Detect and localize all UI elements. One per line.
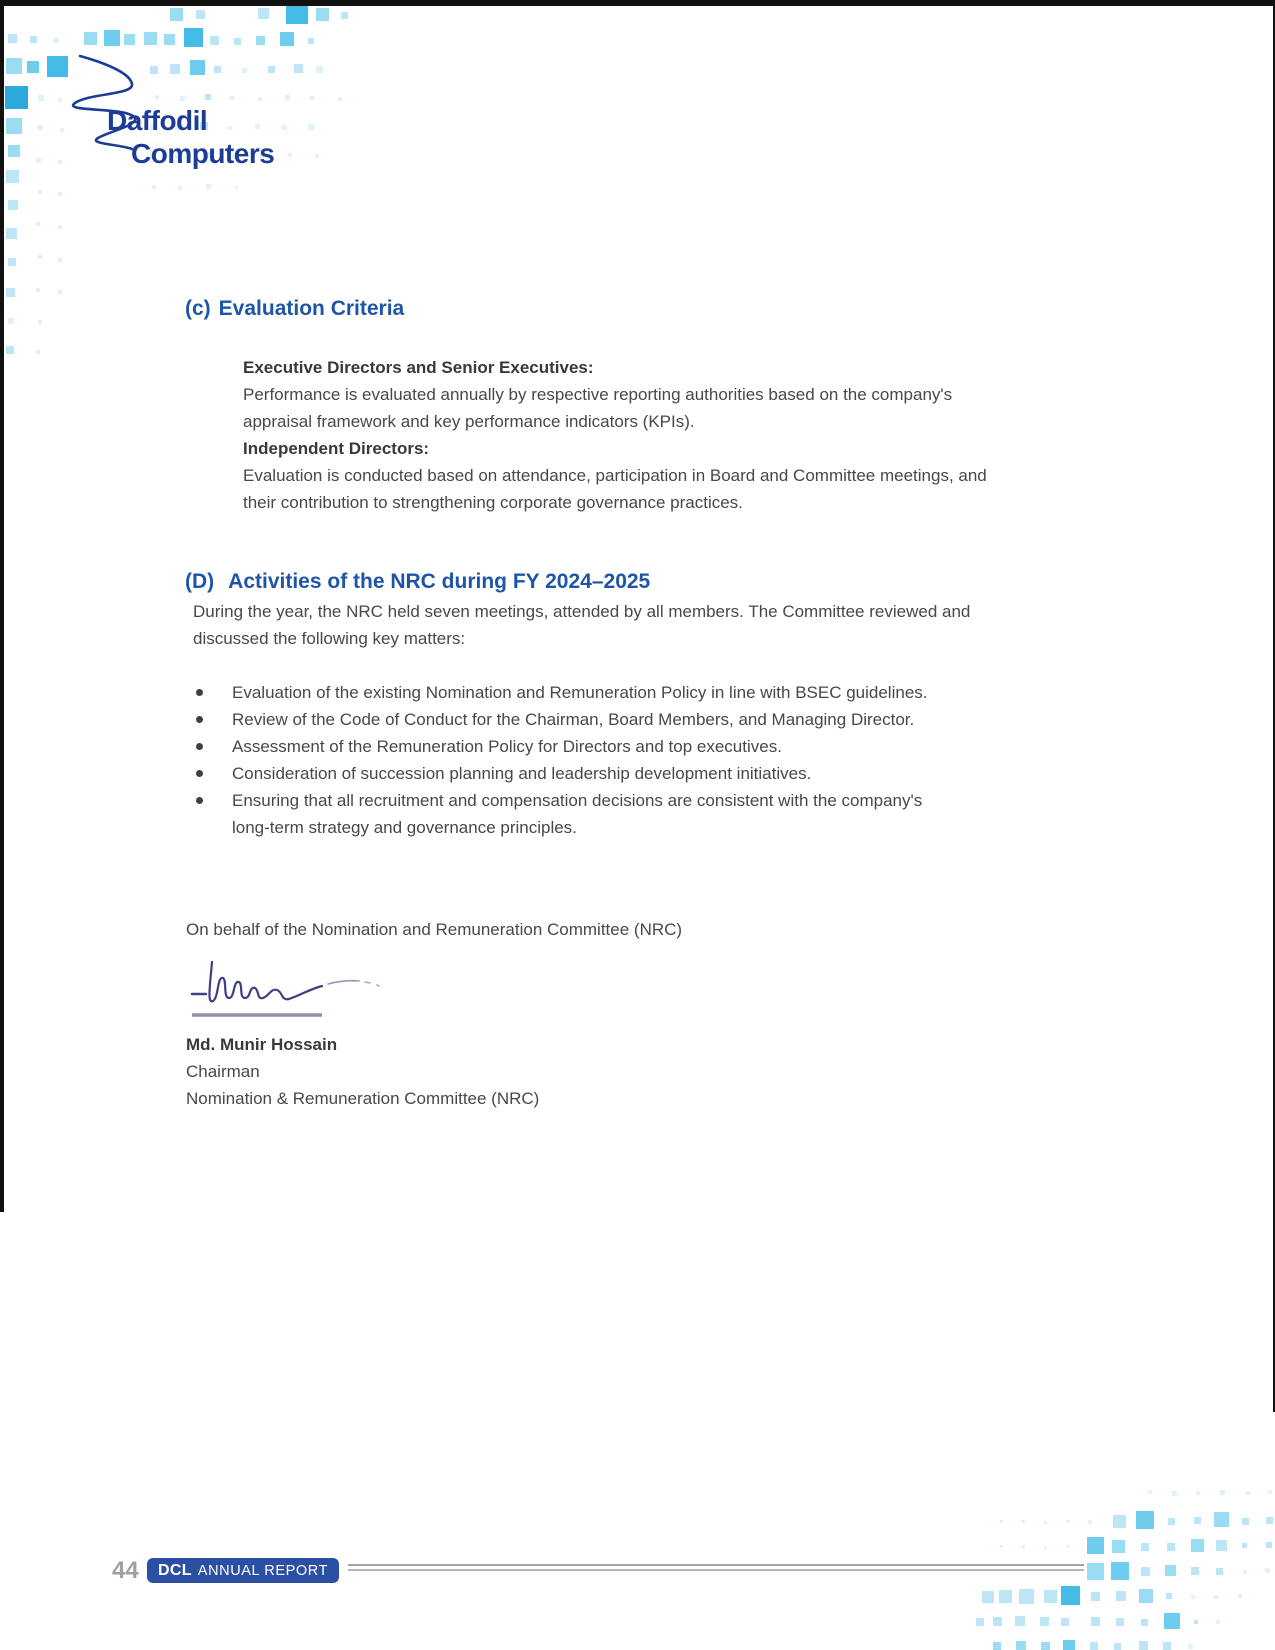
- decor-square: [1194, 1620, 1198, 1624]
- decor-square: [1112, 1540, 1125, 1553]
- decor-square: [1015, 1616, 1025, 1626]
- decor-square: [1216, 1620, 1220, 1624]
- decor-square: [1220, 1490, 1225, 1495]
- footer-brand-badge: [147, 1558, 339, 1583]
- decor-square: [1166, 1593, 1172, 1599]
- decor-square: [1242, 1518, 1249, 1525]
- exec-directors-line-2: appraisal framework and key performance indicators (KPIs).: [243, 412, 695, 431]
- decor-square: [1168, 1518, 1175, 1525]
- decor-square: [1266, 1542, 1272, 1548]
- signatory-block: [186, 1031, 539, 1112]
- logo-text-computers: Computers: [131, 138, 275, 169]
- decor-square: [1172, 1491, 1177, 1496]
- bullet-icon: [196, 716, 203, 723]
- decor-square: [1238, 1594, 1242, 1598]
- decor-square: [1016, 1641, 1026, 1650]
- decor-square: [1022, 1520, 1025, 1523]
- decor-square: [1188, 1644, 1193, 1649]
- decor-square: [1087, 1563, 1104, 1580]
- bullet-5-text-line-2: long-term strategy and governance principles.: [232, 818, 577, 837]
- decor-square: [1167, 1543, 1175, 1551]
- page-edge-top: [0, 0, 1275, 6]
- decor-square: [1061, 1586, 1080, 1605]
- bullet-item: [196, 760, 928, 787]
- decor-square: [1000, 1520, 1003, 1523]
- decor-square: [1019, 1589, 1034, 1604]
- decor-square: [1114, 1643, 1121, 1650]
- decor-square: [1214, 1595, 1218, 1599]
- decor-square: [1061, 1618, 1069, 1626]
- decor-square: [1191, 1567, 1199, 1575]
- bullet-item: [196, 679, 928, 706]
- decor-square: [1139, 1641, 1148, 1650]
- bullet-icon: [196, 797, 203, 804]
- decor-square: [1148, 1490, 1152, 1494]
- decor-square: [999, 1590, 1012, 1603]
- signature-image: [188, 948, 403, 1028]
- exec-directors-line-1: Performance is evaluated annually by respective reporting authorities based on the company's: [243, 385, 953, 404]
- section-c-title: Evaluation Criteria: [218, 297, 405, 320]
- section-d-intro-line-2: discussed the following key matters:: [193, 629, 466, 648]
- decor-square: [1041, 1642, 1050, 1650]
- decor-square: [1139, 1589, 1153, 1603]
- signatory-name: Md. Munir Hossain: [186, 1035, 338, 1054]
- on-behalf-text: On behalf of the Nomination and Remuneration Committee (NRC): [186, 920, 683, 939]
- decor-square: [993, 1642, 1001, 1650]
- exec-directors-subheading: Executive Directors and Senior Executives:: [243, 358, 594, 377]
- signatory-title: Chairman: [186, 1062, 260, 1081]
- page-edge-left: [0, 0, 4, 1212]
- decor-square: [1191, 1595, 1195, 1599]
- independent-directors-line-1: Evaluation is conducted based on attendance, participation in Board and Committee meetings, and: [243, 466, 987, 485]
- decor-square: [1044, 1546, 1047, 1549]
- decor-square: [1066, 1520, 1069, 1523]
- bullet-5-text-line-1: Ensuring that all recruitment and compensation decisions are consistent with the company's: [232, 791, 923, 810]
- decor-square: [1040, 1617, 1049, 1626]
- decor-square: [1194, 1517, 1201, 1524]
- decor-square: [1063, 1640, 1075, 1650]
- decor-square: [1022, 1545, 1025, 1548]
- bullet-icon: [196, 743, 203, 750]
- decor-square: [1216, 1568, 1223, 1575]
- decor-square: [1196, 1491, 1200, 1495]
- decor-square: [1091, 1592, 1100, 1601]
- bullet-icon: [196, 770, 203, 777]
- section-d-heading: [185, 569, 650, 595]
- decor-square: [1266, 1517, 1273, 1524]
- section-d-title: Activities of the NRC during FY 2024–2025: [228, 570, 651, 593]
- page-number: 44: [112, 1557, 139, 1584]
- signatory-committee: Nomination & Remuneration Committee (NRC): [186, 1089, 540, 1108]
- decor-square: [1066, 1545, 1069, 1548]
- decor-square: [1090, 1642, 1098, 1650]
- decor-square: [1191, 1539, 1204, 1552]
- decor-square: [1141, 1619, 1148, 1626]
- decor-square: [1265, 1568, 1270, 1573]
- bullet-4-text: Consideration of succession planning and leadership development initiatives.: [232, 764, 812, 783]
- decor-square: [1165, 1565, 1176, 1576]
- bullet-item: [196, 706, 928, 733]
- section-d-intro-line-1: During the year, the NRC held seven meetings, attended by all members. The Committee reviewed and: [193, 602, 971, 621]
- decor-square: [1116, 1618, 1124, 1626]
- decor-square: [1113, 1515, 1126, 1528]
- footer-brand-rest: ANNUAL REPORT: [197, 1562, 329, 1579]
- section-d-intro: [193, 598, 970, 652]
- section-d-label: (D): [185, 570, 215, 593]
- section-c-label: (c): [185, 297, 211, 320]
- decor-square: [976, 1618, 984, 1626]
- bullet-icon: [196, 689, 203, 696]
- independent-directors-subheading: Independent Directors:: [243, 439, 430, 458]
- logo-text-daffodil: Daffodil: [107, 105, 208, 136]
- decor-square: [1088, 1520, 1092, 1524]
- decor-square: [1246, 1491, 1250, 1495]
- decor-square: [1141, 1567, 1150, 1576]
- bullet-3-text: Assessment of the Remuneration Policy for Directors and top executives.: [232, 737, 782, 756]
- decor-square: [1214, 1512, 1229, 1527]
- decor-square: [982, 1591, 994, 1603]
- nrc-bullet-list: [196, 679, 928, 841]
- decor-square: [1087, 1537, 1104, 1554]
- evaluation-criteria-text: [243, 354, 987, 516]
- decor-square: [1111, 1562, 1129, 1580]
- independent-directors-line-2: their contribution to strengthening corporate governance practices.: [243, 493, 743, 512]
- section-c-heading: [185, 296, 404, 322]
- decor-square: [1164, 1613, 1180, 1629]
- decor-square: [1163, 1642, 1171, 1650]
- decor-square: [1044, 1521, 1047, 1524]
- decor-square: [1141, 1543, 1149, 1551]
- decor-square: [1091, 1617, 1100, 1626]
- bullet-item: [196, 733, 928, 760]
- decor-square: [1216, 1540, 1227, 1551]
- decor-square: [1242, 1543, 1247, 1548]
- footer-brand-bold: DCL: [158, 1561, 192, 1579]
- decor-square: [993, 1617, 1002, 1626]
- bullet-item: [196, 787, 928, 841]
- decor-square: [1136, 1511, 1154, 1529]
- footer-rule: [348, 1564, 1084, 1571]
- decor-square: [1044, 1590, 1057, 1603]
- decor-square: [1268, 1490, 1272, 1494]
- decor-square: [1116, 1591, 1126, 1601]
- bullet-2-text: Review of the Code of Conduct for the Chairman, Board Members, and Managing Director.: [232, 710, 915, 729]
- bullet-1-text: Evaluation of the existing Nomination and Remuneration Policy in line with BSEC guidelines.: [232, 683, 928, 702]
- decor-square: [1000, 1545, 1003, 1548]
- decor-square: [1243, 1570, 1247, 1574]
